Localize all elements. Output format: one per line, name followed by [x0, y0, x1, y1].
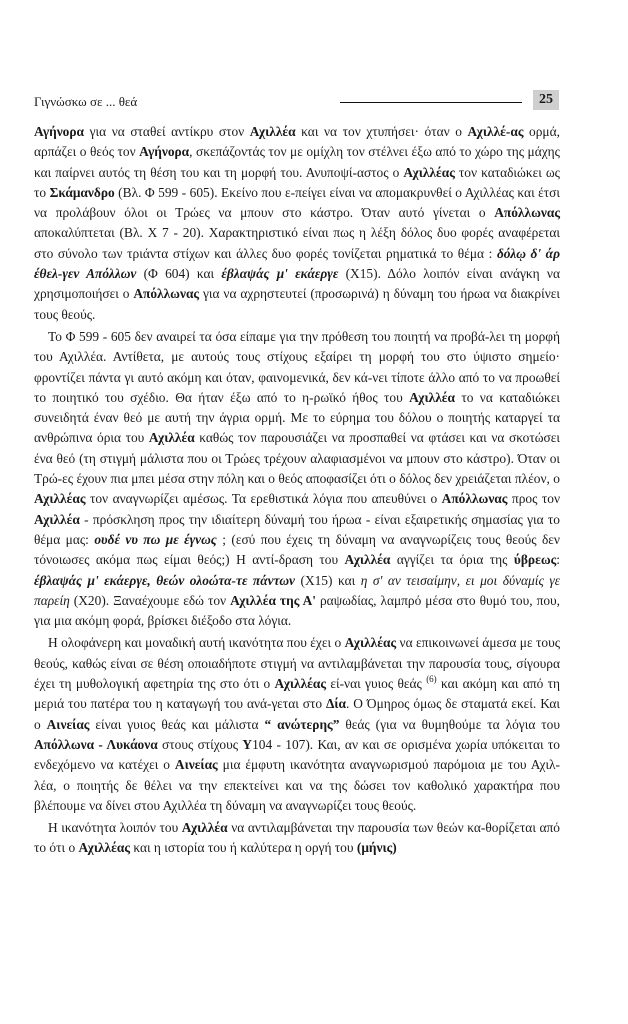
- text-run: στους στίχους: [157, 736, 243, 752]
- text-run: είναι γυιος θεάς και μάλιστα: [89, 716, 265, 732]
- greek-quote: έβλαψάς μ' εκάεργε: [221, 266, 339, 282]
- text-run: ραψωδίας, λαμπρό μέσα στο θυμό του, που, για μια ακόμη φορά, βρίσκει διέξοδο στα λόγια.: [34, 592, 560, 629]
- body-text: [34, 122, 560, 861]
- name-achilles: Αχιλλέα: [249, 124, 296, 139]
- text-run: ; (εσύ που έχεις τη δύναμη να αναγνωρίζεις τους θεούς δεν τόνοιωσες ακόμα πως είμαι θεός;) Η αντί-δραση του: [34, 531, 560, 568]
- text-run: (Χ15) και: [294, 572, 361, 588]
- name-zeus: Δία: [325, 696, 347, 712]
- quoted-word: “ ανώτερης”: [264, 716, 340, 732]
- text-run: Η ολοφάνερη και μοναδική αυτή ικανότητα που έχει ο: [48, 635, 345, 651]
- text-run: και η ιστορία του ή καλύτερα η οργή του: [129, 840, 357, 856]
- text-run: μια έμφυτη ικανότητα αναγνωρισμού παρόμοια με του Αχιλ-λέα, ο ποιητής δε θέλει να την επεκτείνει και να της δώσει τον καθολικό χαρακτήρα που βλέπουμε να δίνει στου Αχιλλέα τη δύναμη να αναγνωρίζει τους θεούς.: [34, 757, 560, 813]
- text-run: εί-ναι γυιος θεάς: [326, 676, 427, 692]
- text-run: αγγίζει τα όρια της: [390, 552, 514, 568]
- name-achilles-book-a: Αχιλλέα της Α': [230, 592, 316, 608]
- name-agenor: Αγήνορα: [139, 144, 190, 160]
- header-rule: [340, 102, 522, 103]
- text-run: 104 - 107). Και, αν και σε ορισμένα χωρία υπόκειται το ενδεχόμενο να κατέχει ο: [34, 736, 561, 773]
- text-run: , σκεπάζοντάς τον με ομίχλη τον στέλνει έξω από το χώρο της μάχης και παίρνει αυτός τη θέση του και τη μορφή του. Ανυποψί-αστος ο: [34, 144, 560, 180]
- paragraph-2: [34, 327, 560, 631]
- paragraph-1: [34, 122, 560, 325]
- greek-quote: έβλαψάς μ' εκάεργε, θεών ολοώτα-τε πάντων: [34, 572, 295, 588]
- text-run: (Φ 604) και: [136, 266, 222, 282]
- text-run: το να καταδιώκει συνειδητά έναν θεό με αυτή την άγρια ορμή. Με το εύρημα του δόλου ο ποιητής καταργεί τα ανθρώπινα όρια του: [34, 389, 560, 446]
- name-achilles: Αχιλλέας: [344, 635, 397, 651]
- text-run: για να αχρηστευτεί (προσωρινά) η δύναμη του ήρωα να διακρίνει τους θεούς.: [34, 286, 560, 322]
- footnote-ref: (6): [426, 674, 437, 685]
- term-hybris: ύβρεως: [513, 552, 557, 568]
- name-achilles: Αχιλλέας: [34, 491, 86, 507]
- name-achilles: Αχιλλέας: [78, 840, 130, 856]
- text-run: για να σταθεί αντίκρυ στον: [84, 124, 250, 139]
- name-achilles: Αχιλλέα: [148, 430, 195, 446]
- page-number: 25: [533, 90, 559, 110]
- name-achilles: Αχιλλέα: [409, 389, 455, 405]
- text-run: και ακόμη και από τη μεριά του πατέρα του η καταγωγή του ανά-γεται στο: [34, 676, 560, 712]
- name-apollo-lycaon: Απόλλωνα - Λυκάονα: [34, 736, 158, 752]
- term-menis: (μήνις): [356, 840, 397, 856]
- name-achilles: Αχιλλέα: [34, 511, 80, 527]
- name-apollo: Απόλλωνας: [494, 205, 560, 221]
- text-run: να αντιλαμβάνεται την παρουσία των θεών κα-θορίζεται από το ότι ο: [34, 820, 560, 856]
- text-run: τον αναγνωρίζει αμέσως. Τα ερεθιστικά λόγια που απευθύνει ο: [85, 491, 442, 507]
- text-run: προς τον: [507, 491, 560, 507]
- name-achilles: Αχιλλέας: [403, 164, 455, 180]
- text-run: Η ικανότητα λοιπόν του: [48, 820, 182, 836]
- text-run: :: [556, 552, 560, 568]
- text-run: θεάς (για να θυμηθούμε τα λόγια του: [339, 716, 560, 732]
- text-run: Το Φ 599 - 605 δεν αναιρεί τα όσα είπαμε για την πρόθεση του ποιητή να προβά-λει τη μορφή του Αχιλλέα. Αντίθετα, με αυτούς τους στίχους εξαίρει τη μορφή του στο ύψιστο σημείο· φροντίζει πάντα γι αυτό ακόμη και όταν, φαινομενικά, δεν κά-νει τίποτε άλλο από το να προωθεί το ποιητικό του σχέδιο. Θα ήταν έξω από το η-ρωϊκό ήθος του: [34, 328, 560, 405]
- text-run: (Χ15). Δόλο λοιπόν είναι ανάγκη να χρησιμοποιήσει ο: [34, 266, 560, 302]
- running-head: [34, 90, 558, 112]
- name-achilles: Αχιλλέας: [274, 676, 327, 692]
- text-run: τον καταδιώκει ως το: [34, 164, 560, 200]
- name-achilles: Αχιλλέα: [344, 552, 391, 568]
- text-run: και να τον χτυπήσει· όταν ο: [295, 124, 468, 139]
- greek-quote: δόλῳ δ' άρ έθελ-γεν Απόλλων: [34, 245, 560, 282]
- paragraph-4: [34, 818, 560, 859]
- text-run: να επικοινωνεί άμεσα με τους θεούς, καθώς είναι σε θέση οποιαδήποτε στιγμή να αντιλαμβάνεται την παρουσία τους, σίγουρα έχει τη μυθολογική αφετηρία της στο ότι ο: [34, 635, 560, 692]
- greek-quote: ουδέ νυ πω με έγνως: [94, 531, 217, 547]
- running-head-title: Γιγνώσκω σε ... θεά: [34, 94, 138, 109]
- book-letter: Υ: [242, 736, 253, 752]
- text-run: αποκαλύπτεται (Βλ. Χ 7 - 20). Χαρακτηριστικό είναι πως η λέξη δόλος δυο φορές αναφέρεται στο σύνολο των τριάντα στίχων και άλλες δυο φορές τονίζεται ρηματικά το θέμα :: [34, 225, 560, 261]
- greek-quote: η σ' αν τεισαίμην, ει μοι δύναμίς γε παρείη: [34, 572, 560, 608]
- paragraph-3: [34, 633, 560, 816]
- name-agenor: Αγήνορα: [34, 124, 85, 139]
- text-run: . Ο Όμηρος όμως δε σταματά εκεί. Και ο: [34, 696, 560, 732]
- name-apollo: Απόλλωνας: [133, 286, 200, 302]
- text-run: ορμά, αρπάζει ο θεός τον: [34, 124, 560, 160]
- text-run: καθώς τον παρουσιάζει να προσπαθεί να φτάσει και να σκοτώσει ένα θεό (τη στιγμή μάλιστα που οι Τρώες τρέχουν αλαφιασμένοι να μπουν στο κάστρο). Όταν οι Τρώ-ες έχουν πια μπει μέσα στην πόλη και ο θεός αποφασίζει ότι ο δόλος δεν χρειάζεται πλέον, ο: [34, 430, 560, 487]
- name-aeneas: Αινείας: [46, 716, 90, 732]
- name-scamander: Σκάμανδρο: [49, 184, 115, 200]
- name-aeneas: Αινείας: [174, 757, 218, 773]
- name-achilles: Αχιλλέ-ας: [467, 124, 524, 139]
- name-achilles: Αχιλλέα: [181, 820, 228, 836]
- text-run: (Βλ. Φ 599 - 605). Εκείνο που ε-πείγει είναι να απομακρυνθεί ο Αχιλλέας και έτσι να προλάβουν όλοι οι Τρώες να μπουν στο κάστρο. Όταν αυτό γίνεται ο: [34, 184, 560, 221]
- text-run: - πρόσκληση προς την ιδιαίτερη δύναμή του ήρωα - είναι εξαιρετικής σημασίας για το θέμα μας:: [34, 511, 560, 547]
- name-apollo: Απόλλωνας: [441, 491, 508, 507]
- text-run: (Χ20). Ξαναέχουμε εδώ τον: [69, 592, 231, 608]
